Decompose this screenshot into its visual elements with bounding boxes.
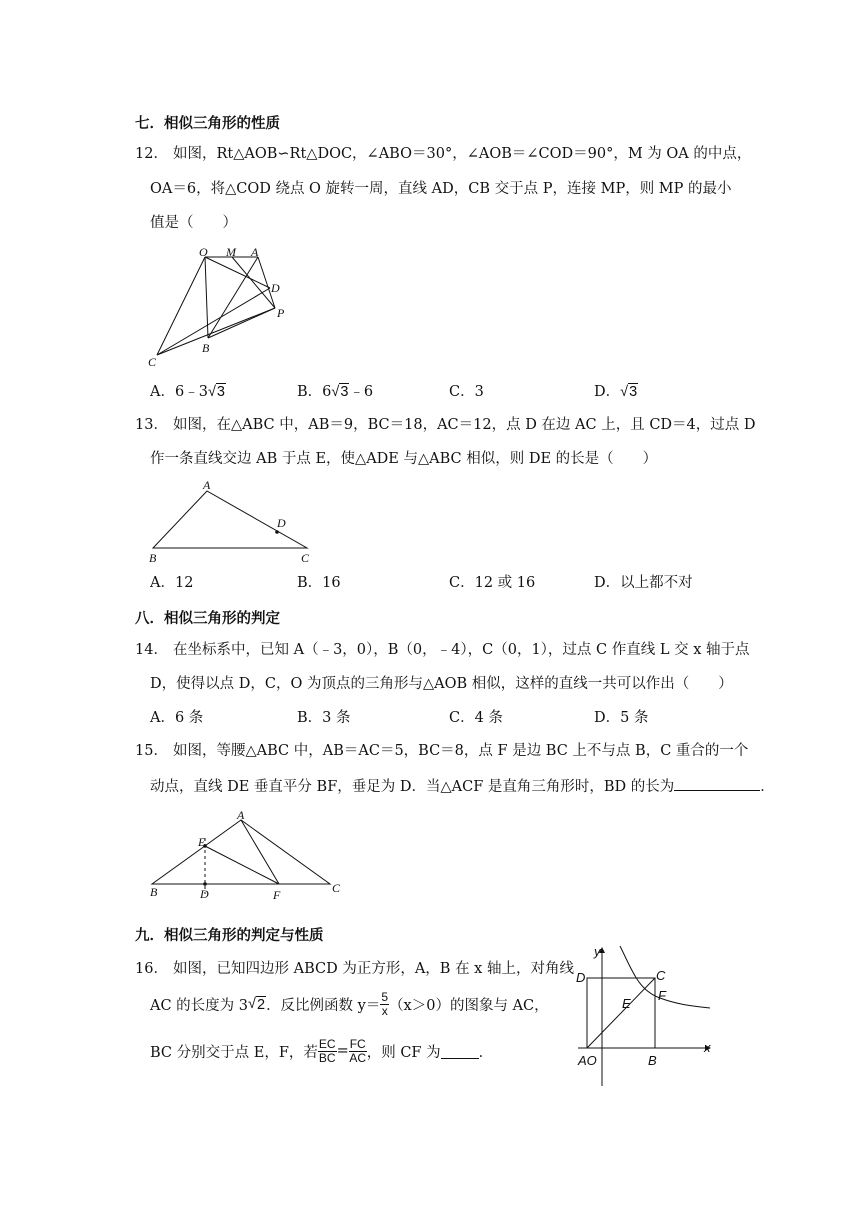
question-12-option-b: B．6√3﹣6 — [297, 384, 374, 400]
option-a-text: A．6﹣3 — [150, 384, 208, 400]
fig12-label-a: A — [251, 245, 259, 259]
question-13-figure — [140, 476, 320, 568]
fig16-label-e: E — [622, 996, 631, 1011]
q16-line2c: （x＞0）的图象与 AC， — [389, 997, 549, 1014]
fig16-label-c: C — [656, 968, 666, 983]
question-15-figure — [140, 808, 350, 904]
fig15-label-a: A — [237, 808, 245, 822]
fraction-fc-over-ac — [349, 1038, 367, 1065]
question-14-number: 14． — [135, 642, 168, 658]
fraction-ec-over-bc — [318, 1038, 337, 1065]
question-16-line-1: 如图，已知四边形 ABCD 为正方形，A，B 在 x 轴上，对角线 — [173, 961, 574, 977]
question-12-option-c: C．3 — [449, 384, 484, 400]
fig15-label-d: D — [200, 887, 209, 901]
question-12-number: 12． — [135, 146, 168, 162]
fig16-label-x: x — [704, 1040, 711, 1055]
option-d-text: D． — [594, 384, 621, 400]
frac-5-num: 5 — [381, 989, 389, 1004]
question-13-option-b: B．16 — [297, 575, 341, 591]
fig15-label-b: B — [150, 885, 158, 899]
question-13-option-c: C．12 或 16 — [449, 575, 536, 591]
question-12-line-3: 值是（ ） — [150, 215, 237, 231]
question-14-option-b: B．3 条 — [297, 710, 351, 726]
question-13-line-2: 作一条直线交边 AB 于点 E，使△ADE 与△ABC 相似，则 DE 的长是（ ） — [150, 451, 658, 467]
question-12-option-a: A．6﹣3√3 — [150, 384, 225, 400]
fig13-label-a: A — [203, 478, 211, 492]
option-b-tail: ﹣6 — [349, 384, 374, 400]
fig12-label-p: P — [277, 306, 285, 320]
question-14-option-c: C．4 条 — [449, 710, 503, 726]
question-16-line-3 — [150, 1032, 493, 1070]
answer-blank-16[interactable] — [441, 1044, 479, 1059]
fig12-label-c: C — [148, 355, 157, 369]
q16-line2b: ．反比例函数 y＝ — [266, 997, 381, 1014]
sqrt-3-d: 3 — [629, 384, 638, 400]
fig13-label-d: D — [277, 516, 286, 530]
q16-line3b: ，则 CF 为 — [366, 1044, 441, 1061]
fig15-label-e: E — [198, 835, 206, 849]
fraction-5-over-x — [380, 991, 389, 1018]
question-14-option-d: D．5 条 — [594, 710, 649, 726]
fig12-label-b: B — [202, 341, 210, 355]
frac2-num: FC — [349, 1036, 366, 1051]
frac1-num: EC — [318, 1036, 336, 1051]
fig13-label-c: C — [301, 551, 310, 565]
fig15-label-f: F — [273, 888, 281, 902]
q16-line3a: BC 分别交于点 E，F，若 — [150, 1044, 318, 1061]
fig16-label-ao: AO — [578, 1053, 597, 1068]
question-15-line-2 — [150, 776, 775, 797]
question-12-line-2: OA＝6，将△COD 绕点 O 旋转一周，直线 AD，CB 交于点 P，连接 MP，则 MP 的最小 — [150, 181, 732, 197]
question-12-line-1: 如图，Rt△AOB∽Rt△DOC，∠ABO＝30°，∠AOB＝∠COD＝90°，M 为 OA 的中点， — [173, 146, 752, 162]
question-14-line-2: D，使得以点 D，C，O 为顶点的三角形与△AOB 相似，这样的直线一共可以作出（ ） — [150, 676, 733, 692]
section-heading-9: 九．相似三角形的判定与性质 — [135, 928, 324, 944]
sqrt-2: 2 — [256, 996, 266, 1013]
question-15-number: 15． — [135, 743, 168, 759]
fig16-label-b: B — [648, 1053, 657, 1068]
question-13-line-1: 如图，在△ABC 中，AB＝9，BC＝18，AC＝12，点 D 在边 AC 上，且 CD＝4，过点 D — [173, 417, 756, 433]
q16-line3-end: ． — [478, 1044, 494, 1061]
fig12-label-o: O — [199, 245, 208, 259]
question-12-figure — [140, 244, 300, 369]
question-14-line-1: 在坐标系中，已知 A（﹣3，0），B（0，﹣4），C（0，1），过点 C 作直线 L 交 x 轴于点 — [173, 642, 750, 658]
question-16-figure — [570, 940, 720, 1090]
question-13-option-d: D．以上都不对 — [594, 575, 693, 591]
question-13-number: 13． — [135, 417, 168, 433]
fig15-label-c: C — [332, 881, 341, 895]
question-12-option-d: D．√3 — [594, 384, 638, 400]
question-16-number: 16． — [135, 961, 168, 977]
answer-blank-15[interactable] — [674, 776, 760, 791]
question-16-line-2: AC 的长度为 3 √ 2 ．反比例函数 y＝ $\frac{5}{x}$ （x＞0）的图象与 AC， — [150, 989, 549, 1018]
section-heading-8: 八．相似三角形的判定 — [135, 611, 280, 627]
q16-line2a: AC 的长度为 3 — [150, 997, 249, 1014]
section-heading-7: 七．相似三角形的性质 — [135, 116, 280, 132]
frac2-den: AC — [349, 1050, 367, 1065]
sqrt-3-a: 3 — [216, 384, 225, 400]
question-15-line-2-end: ． — [760, 779, 775, 795]
frac1-den: BC — [318, 1050, 336, 1065]
option-b-text: B．6 — [297, 384, 332, 400]
q16-eq: = — [336, 1043, 349, 1059]
question-15-line-2-text: 动点，直线 DE 垂直平分 BF，垂足为 D．当△ACF 是直角三角形时，BD 的长为 — [150, 779, 675, 795]
fig12-label-d: D — [271, 281, 280, 295]
sqrt-3-b: 3 — [340, 384, 349, 400]
question-15-line-1: 如图，等腰△ABC 中，AB＝AC＝5，BC＝8，点 F 是边 BC 上不与点 B，C 重合的一个 — [173, 743, 749, 759]
fig16-label-y: y — [594, 944, 601, 959]
question-13-option-a: A．12 — [150, 575, 194, 591]
fig13-label-b: B — [149, 551, 157, 565]
fig16-label-d: D — [576, 970, 586, 985]
frac-5-den: x — [381, 1003, 388, 1018]
fig16-label-f: F — [658, 988, 666, 1003]
question-14-option-a: A．6 条 — [150, 710, 204, 726]
fig12-label-m: M — [226, 245, 236, 259]
